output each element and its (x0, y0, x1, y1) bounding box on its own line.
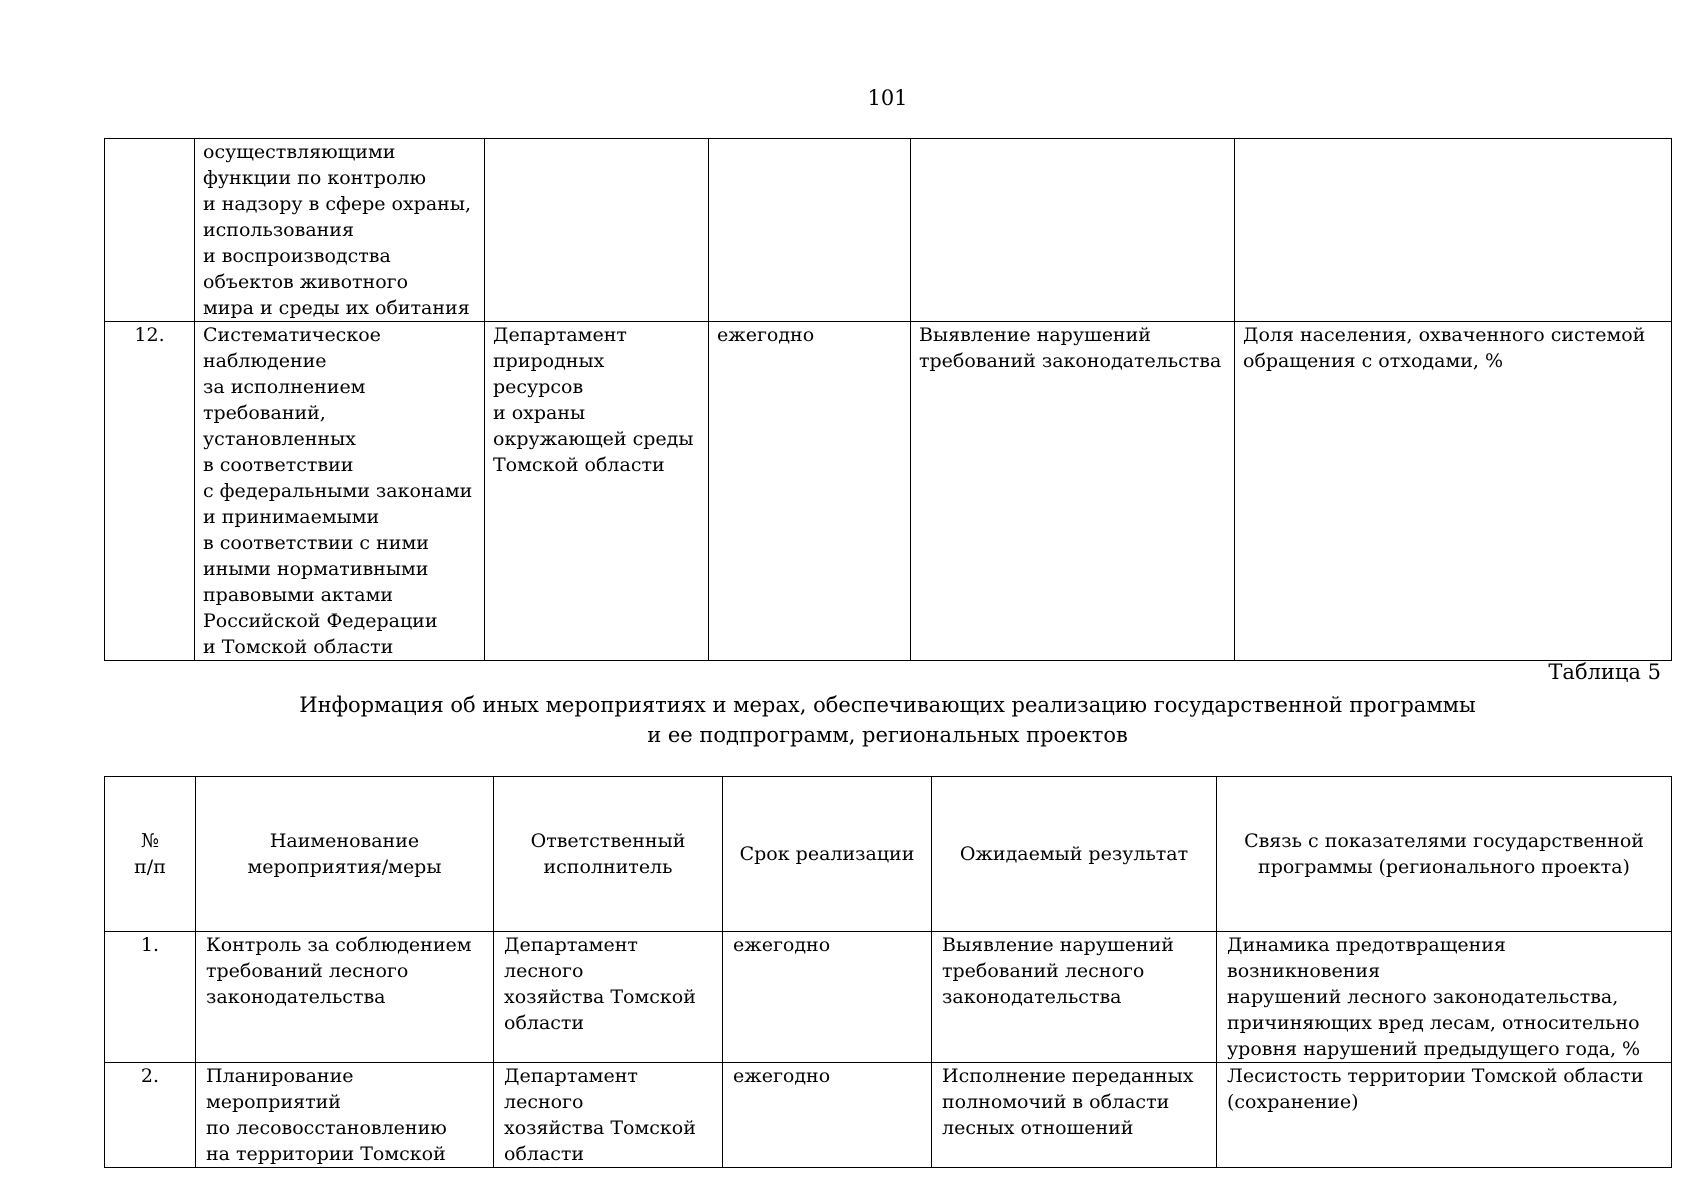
table-header-row (105, 777, 1672, 932)
column-header-indicator: Связь с показателями государственной программы (регионального проекта) (1217, 777, 1672, 932)
table-row (105, 932, 1672, 1063)
period-cell: ежегодно (709, 322, 911, 661)
measure-cell: Контроль за соблюдением требований лесного законодательства (196, 932, 494, 1063)
continued-table (104, 138, 1672, 661)
indicator-cell: Доля населения, охваченного системой обращения с отходами, % (1235, 322, 1672, 661)
column-header-number: № п/п (105, 777, 196, 932)
column-header-period: Срок реализации (723, 777, 932, 932)
page-number: 101 (867, 86, 908, 110)
table-label: Таблица 5 (1548, 660, 1661, 684)
row-number-cell (105, 139, 195, 322)
indicator-cell (1235, 139, 1672, 322)
indicator-cell: Лесистость территории Томской области (сохранение) (1217, 1063, 1672, 1168)
period-cell (709, 139, 911, 322)
measure-cell: Систематическое наблюдение за исполнением требований, установленных в соответствии с федеральными законами и принимаемыми в соответствии с ними иными нормативными правовыми актами Российской Федерации и Томской области (195, 322, 485, 661)
table-row (105, 139, 1672, 322)
executor-cell: Департамент лесного хозяйства Томской области (494, 1063, 723, 1168)
period-cell: ежегодно (723, 1063, 932, 1168)
column-header-result: Ожидаемый результат (932, 777, 1217, 932)
table-row (105, 322, 1672, 661)
column-header-measure: Наименование мероприятия/меры (196, 777, 494, 932)
measure-cell: Планирование мероприятий по лесовосстановлению на территории Томской (196, 1063, 494, 1168)
table-title: Информация об иных мероприятиях и мерах, обеспечивающих реализацию государственной программы и ее подпрограмм, региональных проектов (299, 693, 1476, 747)
result-cell: Выявление нарушений требований законодательства (911, 322, 1235, 661)
row-number-cell: 12. (105, 322, 195, 661)
column-header-executor: Ответственный исполнитель (494, 777, 723, 932)
measure-cell: осуществляющими функции по контролю и надзору в сфере охраны, использования и воспроизводства объектов животного мира и среды их обитания (195, 139, 485, 322)
table-row (105, 1063, 1672, 1168)
period-cell: ежегодно (723, 932, 932, 1063)
measures-table (104, 776, 1672, 1168)
executor-cell (485, 139, 709, 322)
result-cell: Исполнение переданных полномочий в области лесных отношений (932, 1063, 1217, 1168)
indicator-cell: Динамика предотвращения возникновения нарушений лесного законодательства, причиняющих вред лесам, относительно уровня нарушений предыдущего года, % (1217, 932, 1672, 1063)
executor-cell: Департамент природных ресурсов и охраны окружающей среды Томской области (485, 322, 709, 661)
row-number-cell: 1. (105, 932, 196, 1063)
executor-cell: Департамент лесного хозяйства Томской области (494, 932, 723, 1063)
result-cell: Выявление нарушений требований лесного законодательства (932, 932, 1217, 1063)
row-number-cell: 2. (105, 1063, 196, 1168)
result-cell (911, 139, 1235, 322)
